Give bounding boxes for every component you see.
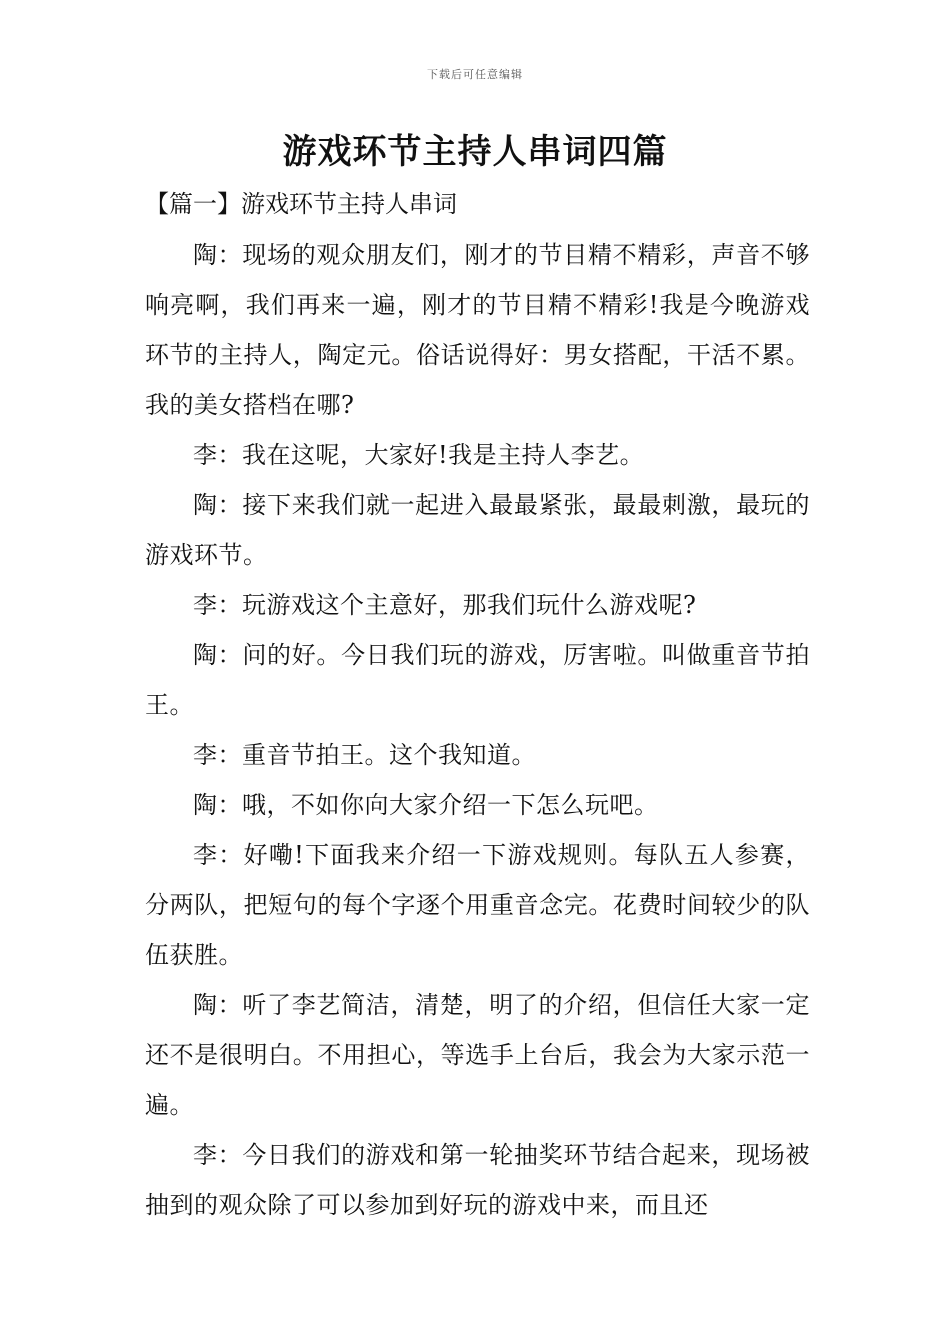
paragraph: 李：玩游戏这个主意好，那我们玩什么游戏呢? (193, 591, 697, 619)
paragraph: 李：今日我们的游戏和第一轮抽奖环节结合起来，现场被抽到的观众除了可以参加到好玩的游戏中来，而且还 (145, 1141, 810, 1219)
paragraph: 李：重音节拍王。这个我知道。 (193, 741, 536, 769)
document-title: 游戏环节主持人串词四篇 (282, 132, 668, 172)
paragraph: 李：好嘞!下面我来介绍一下游戏规则。每队五人参赛，分两队，把短句的每个字逐个用重音念完。花费时间较少的队伍获胜。 (145, 841, 810, 969)
paragraph: 陶：问的好。今日我们玩的游戏，厉害啦。叫做重音节拍王。 (145, 641, 810, 719)
paragraph: 陶：哦，不如你向大家介绍一下怎么玩吧。 (193, 791, 659, 819)
paragraph: 李：我在这呢，大家好!我是主持人李艺。 (193, 441, 645, 469)
paragraph: 陶：接下来我们就一起进入最最紧张，最最刺激，最玩的游戏环节。 (145, 491, 810, 569)
paragraph: 陶：现场的观众朋友们，刚才的节目精不精彩，声音不够响亮啊，我们再来一遍，刚才的节目精不精彩!我是今晚游戏环节的主持人，陶定元。俗话说得好：男女搭配，干活不累。我的美女搭档在哪? (145, 241, 810, 419)
section-heading: 【篇一】游戏环节主持人串词 (145, 190, 457, 218)
header-note: 下载后可任意编辑 (427, 68, 523, 81)
body-text (145, 230, 810, 1230)
paragraph: 陶：听了李艺简洁，清楚，明了的介绍，但信任大家一定还不是很明白。不用担心，等选手上台后，我会为大家示范一遍。 (145, 991, 810, 1119)
